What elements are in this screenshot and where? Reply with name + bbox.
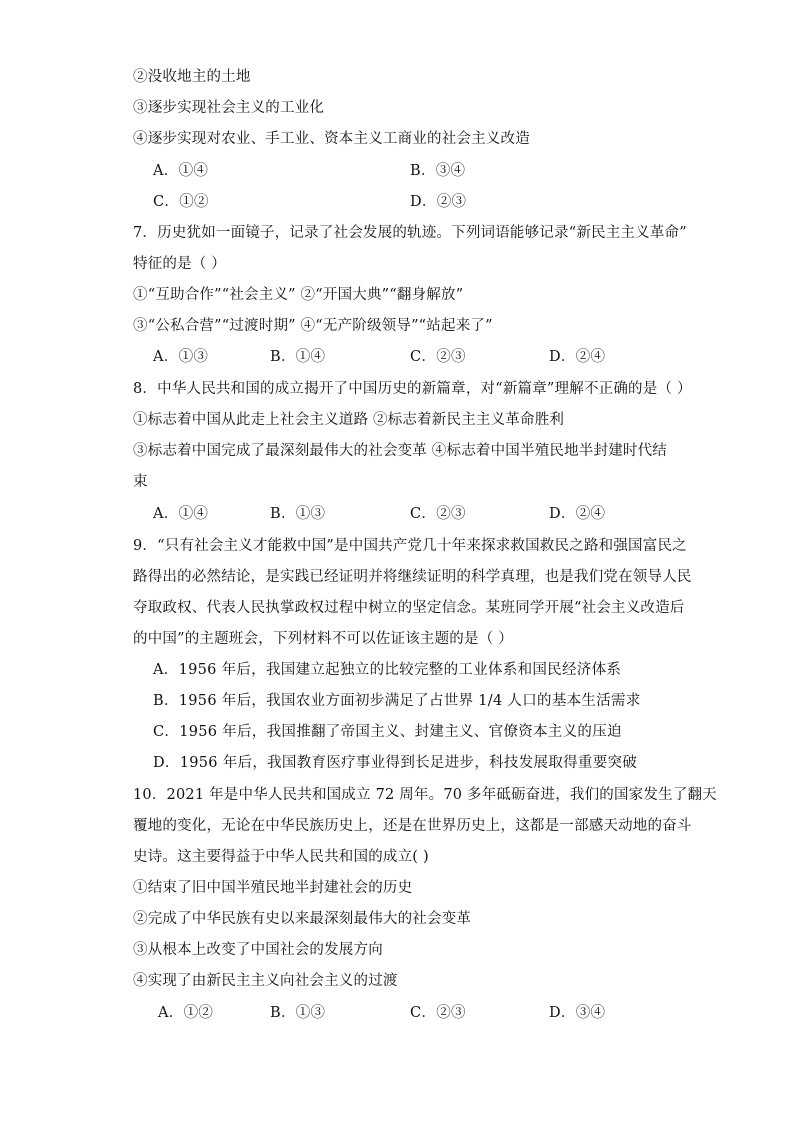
q10-item-4: ④实现了由新民主主义向社会主义的过渡 — [133, 973, 398, 989]
q10-stem-line-1: 10．2021 年是中华人民共和国成立 72 周年。70 多年砥砺奋进，我们的国家发生了翻天 — [133, 787, 717, 803]
q7-stem-line-2: 特征的是（ ） — [133, 256, 227, 272]
q10-stem-line-2: 覆地的变化，无论在中华民族历史上，还是在世界历史上，这都是一部感天动地的奋斗 — [133, 818, 692, 834]
q7-stem-line-1: 7．历史犹如一面镜子，记录了社会发展的轨迹。下列词语能够记录“新民主主义革命” — [133, 225, 687, 241]
q7-items-line-1: ①“互助合作”“社会主义” ②“开国大典”“翻身解放” — [133, 287, 464, 303]
q8-stem-line-1: 8．中华人民共和国的成立揭开了中国历史的新篇章，对“新篇章”理解不正确的是（ ） — [133, 381, 692, 397]
q6-option-c: C．①② — [153, 194, 209, 210]
q8-option-c: C．②③ — [410, 506, 466, 522]
q8-option-b: B．①③ — [270, 506, 326, 522]
q9-option-d: D．1956 年后，我国教育医疗事业得到长足进步，科技发展取得重要突破 — [153, 755, 638, 771]
q6-option-b: B．③④ — [410, 163, 466, 179]
q8-option-d: D．②④ — [549, 506, 606, 522]
q9-stem-line-4: 的中国”的主题班会，下列材料不可以佐证该主题的是（ ） — [133, 631, 513, 647]
q7-option-c: C．②③ — [410, 349, 466, 365]
q9-stem-line-1: 9．“只有社会主义才能救中国”是中国共产党几十年来探求救国救民之路和强国富民之 — [133, 538, 687, 554]
q8-items-line-2: ③标志着中国完成了最深刻最伟大的社会变革 ④标志着中国半殖民地半封建时代结 — [133, 443, 668, 459]
q6-item-3: ③逐步实现社会主义的工业化 — [133, 100, 325, 116]
q10-option-c: C．②③ — [410, 1005, 466, 1021]
q10-stem-line-3: 史诗。这主要得益于中华人民共和国的成立( ) — [133, 849, 429, 865]
q10-item-1: ①结束了旧中国半殖民地半封建社会的历史 — [133, 880, 413, 896]
q6-item-2: ②没收地主的土地 — [133, 69, 251, 85]
q9-stem-line-3: 夺取政权、代表人民执掌政权过程中树立的坚定信念。某班同学开展“社会主义改造后 — [133, 600, 685, 616]
q10-option-a: A．①② — [158, 1005, 214, 1021]
q10-option-d: D．③④ — [549, 1005, 606, 1021]
q10-item-3: ③从根本上改变了中国社会的发展方向 — [133, 942, 383, 958]
q8-option-a: A．①④ — [153, 506, 209, 522]
q6-option-d: D．②③ — [410, 194, 467, 210]
q10-item-2: ②完成了中华民族有史以来最深刻最伟大的社会变革 — [133, 911, 472, 927]
q7-option-d: D．②④ — [549, 349, 606, 365]
q6-item-4: ④逐步实现对农业、手工业、资本主义工商业的社会主义改造 — [133, 131, 530, 147]
q8-items-line-3: 束 — [133, 474, 148, 490]
q6-option-a: A．①④ — [153, 163, 209, 179]
q9-option-a: A．1956 年后，我国建立起独立的比较完整的工业体系和国民经济体系 — [153, 662, 622, 678]
q7-items-line-2: ③“公私合营”“过渡时期” ④“无产阶级领导”“站起来了” — [133, 318, 493, 334]
q7-option-a: A．①③ — [153, 349, 209, 365]
q7-option-b: B．①④ — [270, 349, 326, 365]
q10-option-b: B．①③ — [270, 1005, 326, 1021]
q9-option-b: B．1956 年后，我国农业方面初步满足了占世界 1/4 人口的基本生活需求 — [153, 693, 641, 709]
q9-option-c: C．1956 年后，我国推翻了帝国主义、封建主义、官僚资本主义的压迫 — [153, 724, 622, 740]
q8-items-line-1: ①标志着中国从此走上社会主义道路 ②标志着新民主主义革命胜利 — [133, 412, 565, 428]
q9-stem-line-2: 路得出的必然结论，是实践已经证明并将继续证明的科学真理，也是我们党在领导人民 — [133, 569, 692, 585]
